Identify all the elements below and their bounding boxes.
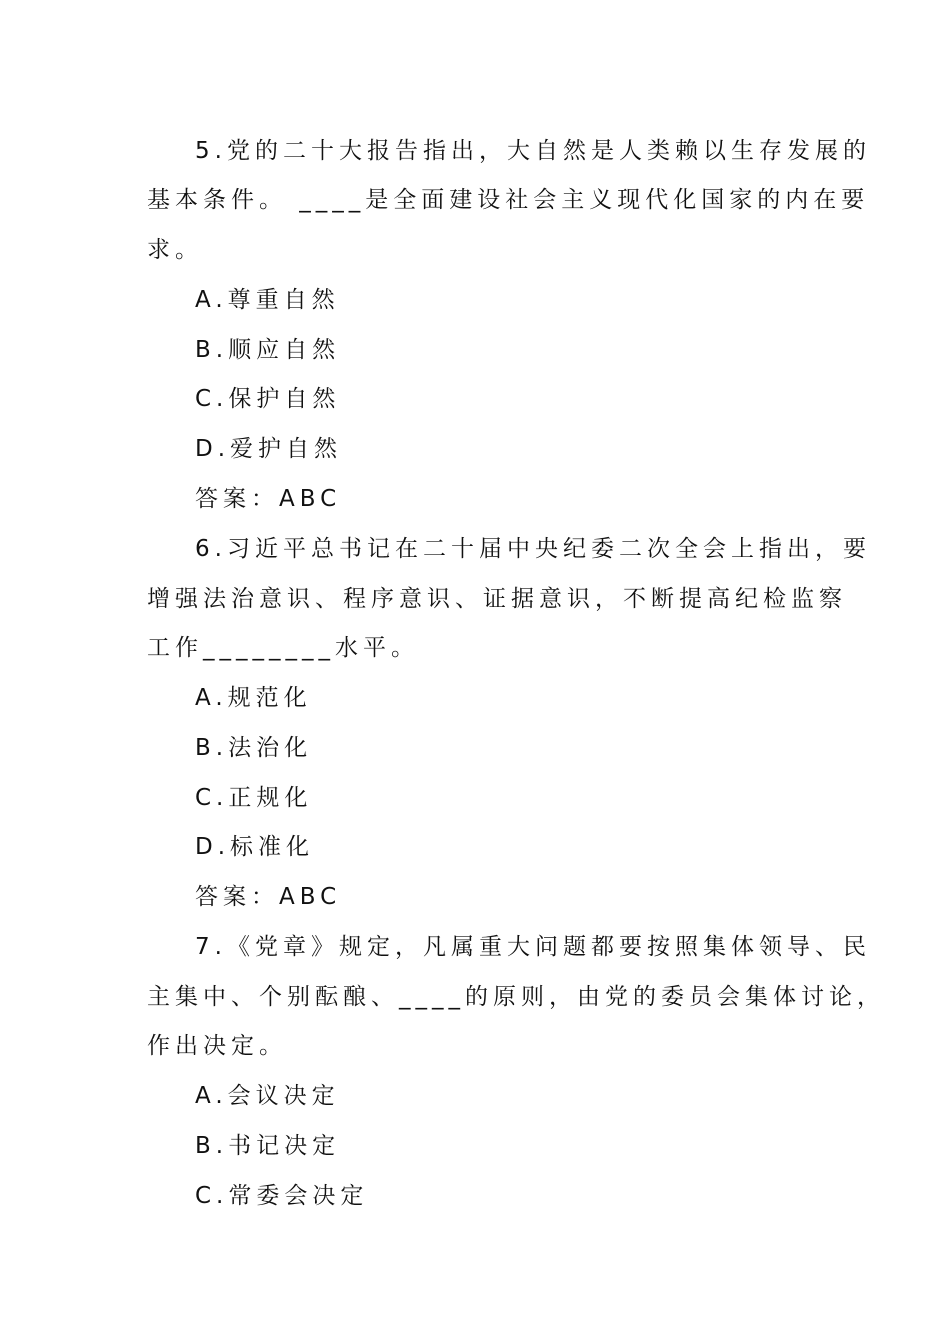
question-5-option-c: C.保护自然 (195, 386, 341, 412)
question-5-stem-line-2: 基本条件。 ____是全面建设社会主义现代化国家的内在要 (147, 187, 870, 213)
question-5-stem-line-1: 5.党的二十大报告指出，大自然是人类赖以生存发展的 (195, 138, 871, 164)
question-6-stem-line-1: 6.习近平总书记在二十届中央纪委二次全会上指出，要 (195, 536, 871, 562)
question-6-answer: 答案：ABC (195, 884, 342, 910)
question-6-option-c: C.正规化 (195, 785, 313, 811)
question-6-stem-line-3: 工作________水平。 (147, 635, 419, 661)
question-6-option-a: A.规范化 (195, 685, 312, 711)
question-5-option-d: D.爱护自然 (195, 436, 343, 462)
question-5-answer: 答案：ABC (195, 486, 342, 512)
question-7-option-c: C.常委会决定 (195, 1183, 369, 1209)
question-6-stem-line-2: 增强法治意识、程序意识、证据意识，不断提高纪检监察 (147, 586, 847, 612)
question-6-option-b: B.法治化 (195, 735, 313, 761)
question-7-stem-line-2: 主集中、个别酝酿、____的原则，由党的委员会集体讨论， (147, 984, 885, 1010)
question-5-option-a: A.尊重自然 (195, 287, 340, 313)
question-5-stem-line-3: 求。 (147, 237, 203, 263)
question-5-option-b: B.顺应自然 (195, 337, 341, 363)
question-6-option-d: D.标准化 (195, 834, 315, 860)
question-7-stem-line-3: 作出决定。 (147, 1033, 287, 1059)
question-7-stem-line-1: 7.《党章》规定，凡属重大问题都要按照集体领导、民 (195, 934, 871, 960)
question-7-option-a: A.会议决定 (195, 1083, 340, 1109)
question-7-option-b: B.书记决定 (195, 1133, 341, 1159)
